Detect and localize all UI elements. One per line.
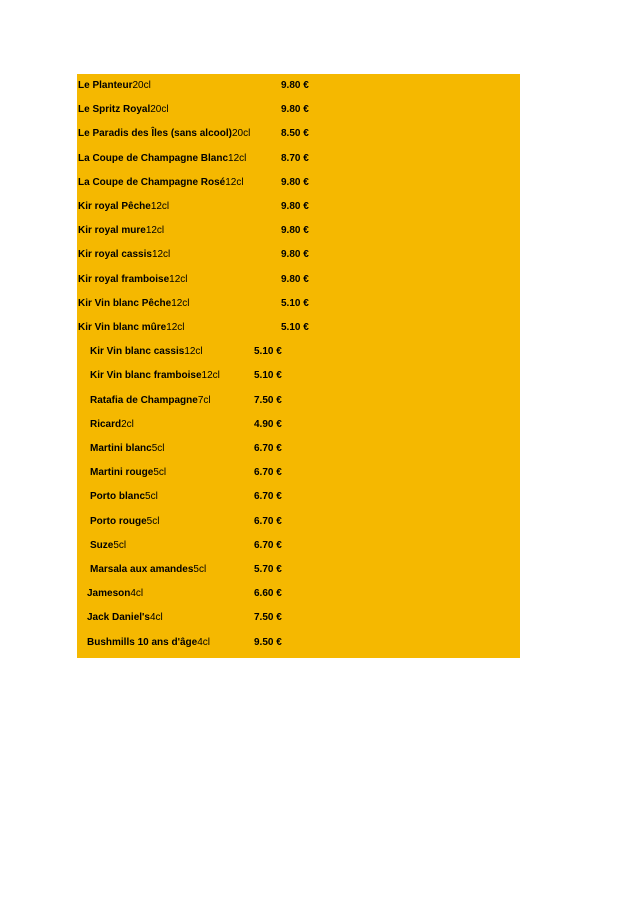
- item-volume: 5cl: [146, 515, 160, 527]
- item-price: 6.70 €: [254, 515, 282, 527]
- item-name: Kir Vin blanc mûre: [78, 322, 167, 333]
- menu-item: [78, 243, 170, 267]
- menu-item: [90, 534, 126, 558]
- item-volume: 20cl: [132, 80, 151, 91]
- item-name: Kir Vin blanc framboise: [90, 370, 202, 382]
- item-price: 7.50 €: [254, 394, 282, 406]
- item-price: 6.70 €: [254, 443, 282, 454]
- item-volume: 12cl: [228, 152, 247, 164]
- item-price: 5.10 €: [281, 322, 309, 333]
- item-price: 6.70 €: [254, 467, 282, 479]
- menu-item: [90, 461, 166, 485]
- item-price: 7.50 €: [254, 612, 282, 624]
- item-volume: 4cl: [149, 612, 163, 624]
- menu-item: [78, 219, 164, 243]
- item-volume: 7cl: [197, 394, 211, 406]
- item-volume: 4cl: [197, 636, 210, 648]
- item-volume: 20cl: [150, 104, 169, 116]
- item-name: Kir royal framboise: [78, 273, 170, 285]
- item-name: Jack Daniel's: [87, 612, 150, 624]
- item-price: 5.10 €: [254, 370, 282, 382]
- item-price: 6.70 €: [254, 491, 282, 503]
- item-price: 6.60 €: [254, 588, 282, 600]
- menu-item: [78, 316, 185, 340]
- item-price: 9.80 €: [281, 225, 309, 237]
- item-name: Kir Vin blanc Pêche: [78, 297, 172, 309]
- item-name: Kir Vin blanc cassis: [90, 346, 185, 358]
- item-volume: 4cl: [130, 588, 144, 600]
- item-volume: 12cl: [150, 201, 170, 212]
- item-name: La Coupe de Champagne Blanc: [78, 152, 229, 164]
- item-name: Bushmills 10 ans d'âge: [87, 636, 198, 648]
- item-price: 5.10 €: [281, 297, 309, 309]
- item-name: Le Planteur: [78, 80, 133, 91]
- item-name: Le Spritz Royal: [78, 104, 151, 116]
- item-price: 8.50 €: [281, 128, 309, 140]
- menu-item: [78, 171, 244, 195]
- item-name: Porto blanc: [90, 491, 146, 503]
- menu-item: [78, 147, 246, 171]
- menu-item: [78, 98, 169, 122]
- item-name: La Coupe de Champagne Rosé: [78, 176, 226, 188]
- item-volume: 12cl: [171, 297, 190, 309]
- item-name: Suze: [90, 539, 114, 551]
- item-price: 9.80 €: [281, 249, 309, 261]
- item-name: Ratafia de Champagne: [90, 394, 198, 406]
- item-volume: 12cl: [201, 370, 220, 382]
- item-price: 4.90 €: [254, 418, 282, 430]
- item-volume: 5cl: [113, 539, 127, 551]
- item-price: 9.80 €: [281, 104, 309, 116]
- menu-item: [90, 340, 203, 364]
- item-name: Kir royal cassis: [78, 249, 152, 261]
- menu-item: [78, 268, 188, 292]
- item-volume: 5cl: [193, 564, 207, 575]
- menu-item: [90, 510, 159, 534]
- menu-item: [90, 413, 134, 437]
- item-volume: 12cl: [151, 249, 171, 261]
- item-volume: 12cl: [145, 225, 165, 237]
- menu-item: [90, 389, 211, 413]
- item-name: Martini rouge: [90, 467, 154, 479]
- menu-item: [90, 485, 158, 509]
- item-price: 6.70 €: [254, 539, 282, 551]
- menu-item: [87, 631, 210, 655]
- item-name: Kir royal Pêche: [78, 201, 151, 212]
- item-price: 8.70 €: [281, 152, 309, 164]
- item-volume: 12cl: [184, 346, 203, 358]
- menu-item: [78, 195, 169, 219]
- menu-item: [90, 437, 164, 461]
- item-price: 9.80 €: [281, 176, 309, 188]
- item-name: Le Paradis des Îles (sans alcool): [78, 128, 232, 140]
- item-volume: 12cl: [169, 273, 188, 285]
- item-price: 5.10 €: [254, 346, 282, 358]
- menu-item: [87, 606, 163, 630]
- item-price: 9.80 €: [281, 273, 309, 285]
- item-name: Ricard: [90, 418, 122, 430]
- item-volume: 12cl: [166, 322, 185, 333]
- item-name: Jameson: [87, 588, 131, 600]
- item-price: 5.70 €: [254, 564, 282, 575]
- item-name: Porto rouge: [90, 515, 147, 527]
- menu-item: [78, 122, 250, 146]
- item-volume: 5cl: [145, 491, 158, 503]
- menu-item: [87, 582, 143, 606]
- item-price: 9.80 €: [281, 80, 309, 91]
- item-volume: 12cl: [225, 176, 244, 188]
- item-volume: 5cl: [153, 467, 167, 479]
- item-volume: 2cl: [121, 418, 134, 430]
- item-price: 9.80 €: [281, 201, 309, 212]
- item-name: Marsala aux amandes: [90, 564, 194, 575]
- menu-item: [90, 364, 220, 388]
- menu-item: [78, 74, 151, 98]
- item-price: 9.50 €: [254, 636, 282, 648]
- item-name: Martini blanc: [90, 443, 152, 454]
- menu-item: [78, 292, 190, 316]
- item-name: Kir royal mure: [78, 225, 146, 237]
- item-volume: 20cl: [231, 128, 251, 140]
- menu-item: [90, 558, 206, 582]
- item-volume: 5cl: [151, 443, 165, 454]
